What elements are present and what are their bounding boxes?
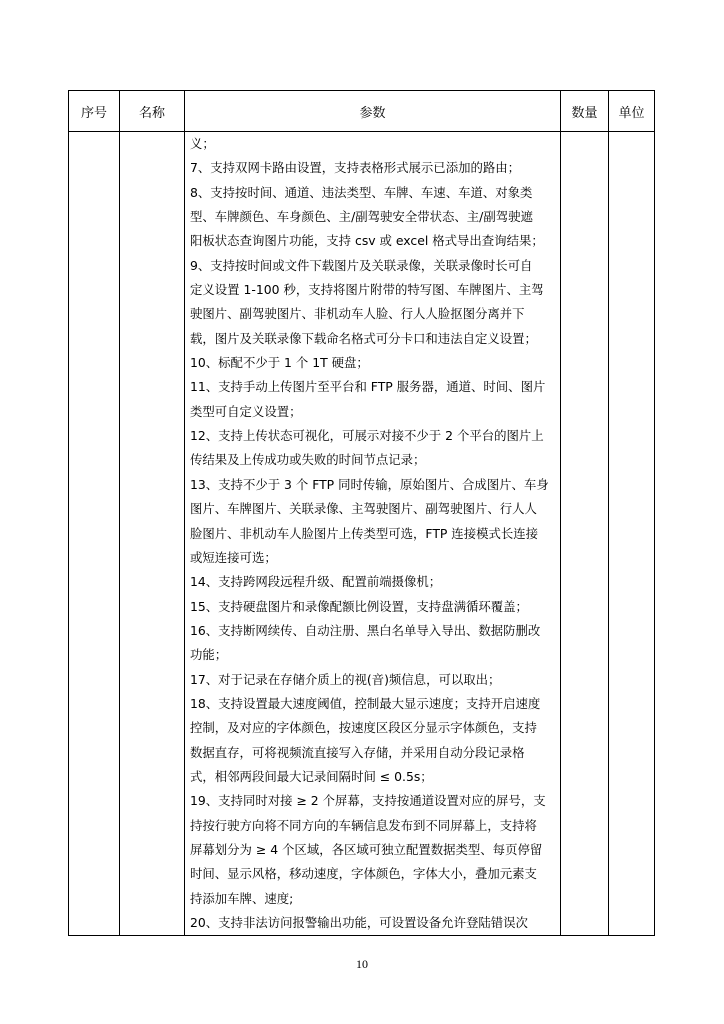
param-line: 12、支持上传状态可视化，可展示对接不少于 2 个平台的图片上 bbox=[190, 428, 544, 444]
header-unit: 单位 bbox=[609, 91, 655, 132]
param-line: 驶图片、副驾驶图片、非机动车人脸、行人人脸抠图分离并下 bbox=[190, 306, 525, 322]
param-line: 定义设置 1-100 秒，支持将图片附带的特写图、车牌图片、主驾 bbox=[190, 282, 544, 298]
param-line: 13、支持不少于 3 个 FTP 同时传输，原始图片、合成图片、车身 bbox=[190, 476, 549, 492]
table-row bbox=[69, 132, 655, 936]
param-line: 20、支持非法访问报警输出功能，可设置设备允许登陆错误次 bbox=[190, 915, 528, 930]
header-name: 名称 bbox=[120, 91, 185, 132]
param-line: 15、支持硬盘图片和录像配额比例设置，支持盘满循环覆盖； bbox=[190, 598, 528, 614]
param-line: 式，相邻两段间最大记录间隔时间 ≤ 0.5s； bbox=[190, 768, 433, 784]
cell-seq bbox=[69, 132, 120, 936]
param-line: 脸图片、非机动车人脸图片上传类型可选，FTP 连接模式长连接 bbox=[190, 525, 539, 541]
param-line: 阳板状态查询图片功能，支持 csv 或 excel 格式导出查询结果； bbox=[190, 233, 544, 249]
cell-qty bbox=[561, 132, 609, 936]
param-line: 功能； bbox=[190, 647, 228, 663]
param-line: 17、对于记录在存储介质上的视(音)频信息，可以取出； bbox=[190, 671, 501, 687]
page-number: 10 bbox=[356, 957, 368, 971]
header-param: 参数 bbox=[185, 91, 561, 132]
param-line: 10、标配不少于 1 个 1T 硬盘； bbox=[190, 355, 369, 371]
param-line: 屏幕划分为 ≥ 4 个区域，各区域可独立配置数据类型、每页停留 bbox=[190, 841, 543, 857]
param-line: 数据直存，可将视频流直接写入存储，并采用自动分段记录格 bbox=[190, 744, 525, 760]
cell-unit bbox=[609, 132, 655, 936]
param-line: 持按行驶方向将不同方向的车辆信息发布到不同屏幕上，支持将 bbox=[190, 817, 537, 833]
param-line: 持添加车牌、速度; bbox=[190, 890, 294, 906]
header-seq: 序号 bbox=[69, 91, 120, 132]
param-line: 传结果及上传成功或失败的时间节点记录； bbox=[190, 452, 426, 468]
table-header-row bbox=[69, 91, 655, 132]
parameter-table bbox=[68, 90, 655, 936]
param-line: 时间、显示风格，移动速度，字体颜色，字体大小，叠加元素支 bbox=[190, 866, 537, 882]
param-line: 16、支持断网续传、自动注册、黑白名单导入导出、数据防删改 bbox=[190, 622, 541, 638]
param-line: 控制，及对应的字体颜色，按速度区段区分显示字体颜色，支持 bbox=[190, 720, 537, 736]
param-line: 19、支持同时对接 ≥ 2 个屏幕，支持按通道设置对应的屏号，支 bbox=[190, 793, 546, 809]
param-line: 11、支持手动上传图片至平台和 FTP 服务器，通道、时间、图片 bbox=[190, 379, 546, 395]
param-line: 图片、车牌图片、关联录像、主驾驶图片、副驾驶图片、行人人 bbox=[190, 501, 537, 517]
param-line: 14、支持跨网段远程升级、配置前端摄像机； bbox=[190, 574, 442, 590]
param-line: 9、支持按时间或文件下载图片及关联录像，关联录像时长可自 bbox=[190, 257, 533, 273]
param-line: 义； bbox=[190, 136, 215, 151]
param-line: 型、车牌颜色、车身颜色、主/副驾驶安全带状态、主/副驾驶遮 bbox=[190, 209, 533, 225]
param-text-block bbox=[190, 132, 560, 935]
param-line: 8、支持按时间、通道、违法类型、车牌、车速、车道、对象类 bbox=[190, 184, 533, 200]
param-line: 18、支持设置最大速度阈值，控制最大显示速度；支持开启速度 bbox=[190, 695, 541, 711]
cell-name bbox=[120, 132, 185, 936]
header-qty: 数量 bbox=[561, 91, 609, 132]
param-line: 类型可自定义设置； bbox=[190, 403, 302, 419]
cell-param bbox=[185, 132, 561, 936]
param-line: 载，图片及关联录像下载命名格式可分卡口和违法自定义设置； bbox=[190, 330, 537, 346]
param-line: 或短连接可选； bbox=[190, 549, 277, 565]
param-line: 7、支持双网卡路由设置，支持表格形式展示已添加的路由； bbox=[190, 160, 521, 176]
